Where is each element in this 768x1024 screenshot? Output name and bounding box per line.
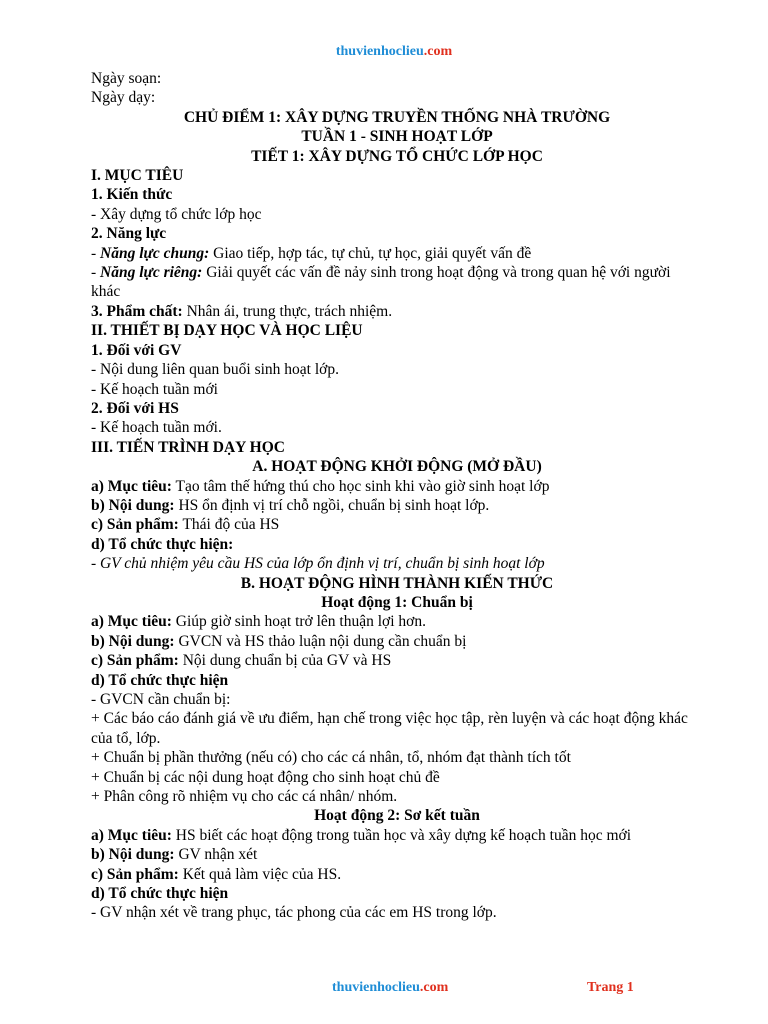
h2-objective — [91, 826, 703, 845]
specific-competence-text: Giải quyết các vấn đề nảy sinh trong hoạt động và trong quan hệ với người khác — [91, 264, 671, 301]
a-objective-label: a) Mục tiêu: — [91, 477, 172, 495]
page-number: Trang 1 — [587, 980, 634, 995]
qualities — [91, 302, 703, 321]
h1-item: - GVCN cần chuẩn bị: — [91, 691, 231, 708]
knowledge-item: - Xây dựng tổ chức lớp học — [91, 205, 262, 223]
teacher-item: - Nội dung liên quan buổi sinh hoạt lớp. — [91, 361, 339, 379]
h2-product-label: c) Sản phẩm: — [91, 865, 179, 883]
h1-product — [91, 651, 703, 670]
h1-content-text: GVCN và HS thảo luận nội dung cần chuẩn bị — [174, 632, 467, 650]
week-title: TUẦN 1 - SINH HOẠT LỚP — [301, 128, 493, 146]
h1-item: + Các báo cáo đánh giá về ưu điểm, hạn chế trong việc học tập, rèn luyện và các hoạt động khác của tổ, lớp. — [91, 710, 688, 747]
h2-objective-label: a) Mục tiêu: — [91, 826, 172, 844]
h1-item: + Chuẩn bị các nội dung hoạt động cho sinh hoạt chủ đề — [91, 768, 440, 786]
a-implementation-label: d) Tổ chức thực hiện: — [91, 535, 234, 553]
a-implementation-text: - GV chủ nhiệm yêu cầu HS của lớp ổn định vị trí, chuẩn bị sinh hoạt lớp — [91, 555, 545, 573]
footer-site-name: thuvienhoclieu — [332, 980, 420, 995]
a-objective — [91, 477, 703, 496]
specific-competence-label: Năng lực riêng: — [100, 264, 203, 282]
activity-b-title: B. HOẠT ĐỘNG HÌNH THÀNH KIẾN THỨC — [240, 574, 554, 592]
h1-item: + Phân công rõ nhiệm vụ cho các cá nhân/ nhóm. — [91, 788, 398, 806]
h1-implementation-label: d) Tổ chức thực hiện — [91, 671, 229, 689]
h1-item: + Chuẩn bị phần thưởng (nếu có) cho các cá nhân, tổ, nhóm đạt thành tích tốt — [91, 749, 571, 767]
h2-content — [91, 845, 703, 864]
footer-site-link[interactable] — [332, 980, 448, 996]
h2-product-text: Kết quả làm việc của HS. — [178, 865, 342, 883]
bullet-dash: - — [91, 244, 101, 262]
heading-competence: 2. Năng lực — [91, 225, 167, 243]
a-content — [91, 496, 703, 515]
footer-site-domain: .com — [419, 980, 449, 995]
a-objective-text: Tạo tâm thế hứng thú cho học sinh khi vào giờ sinh hoạt lớp — [171, 477, 550, 495]
topic-title: CHỦ ĐIỂM 1: XÂY DỰNG TRUYỀN THỐNG NHÀ TRƯỜNG — [183, 108, 611, 126]
specific-competence — [91, 263, 703, 302]
a-product — [91, 515, 703, 534]
h1-product-label: c) Sản phẩm: — [91, 652, 179, 670]
lesson-title: TIẾT 1: XÂY DỰNG TỔ CHỨC LỚP HỌC — [251, 147, 543, 165]
general-competence-text: Giao tiếp, hợp tác, tự chủ, tự học, giải quyết vấn đề — [209, 244, 532, 262]
teacher-item: - Kế hoạch tuần mới — [91, 380, 218, 398]
student-item: - Kế hoạch tuần mới. — [91, 419, 222, 437]
section-objectives: I. MỤC TIÊU — [91, 167, 184, 185]
h2-implementation-label: d) Tổ chức thực hiện — [91, 885, 229, 903]
h2-item: - GV nhận xét về trang phục, tác phong của các em HS trong lớp. — [91, 904, 497, 922]
date-prepared: Ngày soạn: — [91, 70, 162, 87]
h1-content-label: b) Nội dung: — [91, 632, 175, 650]
qualities-label: 3. Phẩm chất: — [91, 302, 183, 320]
a-content-label: b) Nội dung: — [91, 496, 175, 514]
h1-objective-label: a) Mục tiêu: — [91, 613, 172, 631]
h2-product — [91, 865, 703, 884]
header-site-name: thuvienhoclieu — [335, 44, 424, 59]
h1-objective — [91, 612, 703, 631]
activity-a-title: A. HOẠT ĐỘNG KHỞI ĐỘNG (MỞ ĐẦU) — [252, 458, 542, 476]
general-competence-label: Năng lực chung: — [100, 244, 210, 262]
a-content-text: HS ổn định vị trí chỗ ngồi, chuẩn bị sinh hoạt lớp. — [174, 496, 490, 514]
a-product-text: Thái độ của HS — [178, 516, 280, 534]
section-process: III. TIẾN TRÌNH DẠY HỌC — [91, 438, 285, 456]
heading-knowledge: 1. Kiến thức — [91, 186, 173, 204]
header-site-link[interactable] — [0, 44, 768, 60]
heading-teacher: 1. Đối với GV — [91, 341, 182, 359]
h1-product-text: Nội dung chuẩn bị của GV và HS — [178, 652, 392, 670]
h1-objective-text: Giúp giờ sinh hoạt trở lên thuận lợi hơn. — [171, 613, 426, 631]
header-site-domain: .com — [423, 44, 453, 59]
section-equipment: II. THIẾT BỊ DẠY HỌC VÀ HỌC LIỆU — [91, 322, 363, 340]
h2-content-label: b) Nội dung: — [91, 846, 175, 864]
bullet-dash: - — [91, 264, 101, 282]
heading-student: 2. Đối với HS — [91, 399, 179, 417]
general-competence — [91, 244, 703, 263]
date-taught: Ngày dạy: — [91, 89, 156, 107]
h2-content-text: GV nhận xét — [174, 846, 258, 864]
h1-content — [91, 632, 703, 651]
document-body — [91, 69, 703, 923]
activity-1-title: Hoạt động 1: Chuẩn bị — [321, 593, 473, 611]
qualities-text: Nhân ái, trung thực, trách nhiệm. — [182, 302, 393, 320]
activity-2-title: Hoạt động 2: Sơ kết tuần — [314, 807, 480, 825]
a-product-label: c) Sản phẩm: — [91, 516, 179, 534]
h2-objective-text: HS biết các hoạt động trong tuần học và xây dựng kế hoạch tuần học mới — [171, 826, 632, 844]
